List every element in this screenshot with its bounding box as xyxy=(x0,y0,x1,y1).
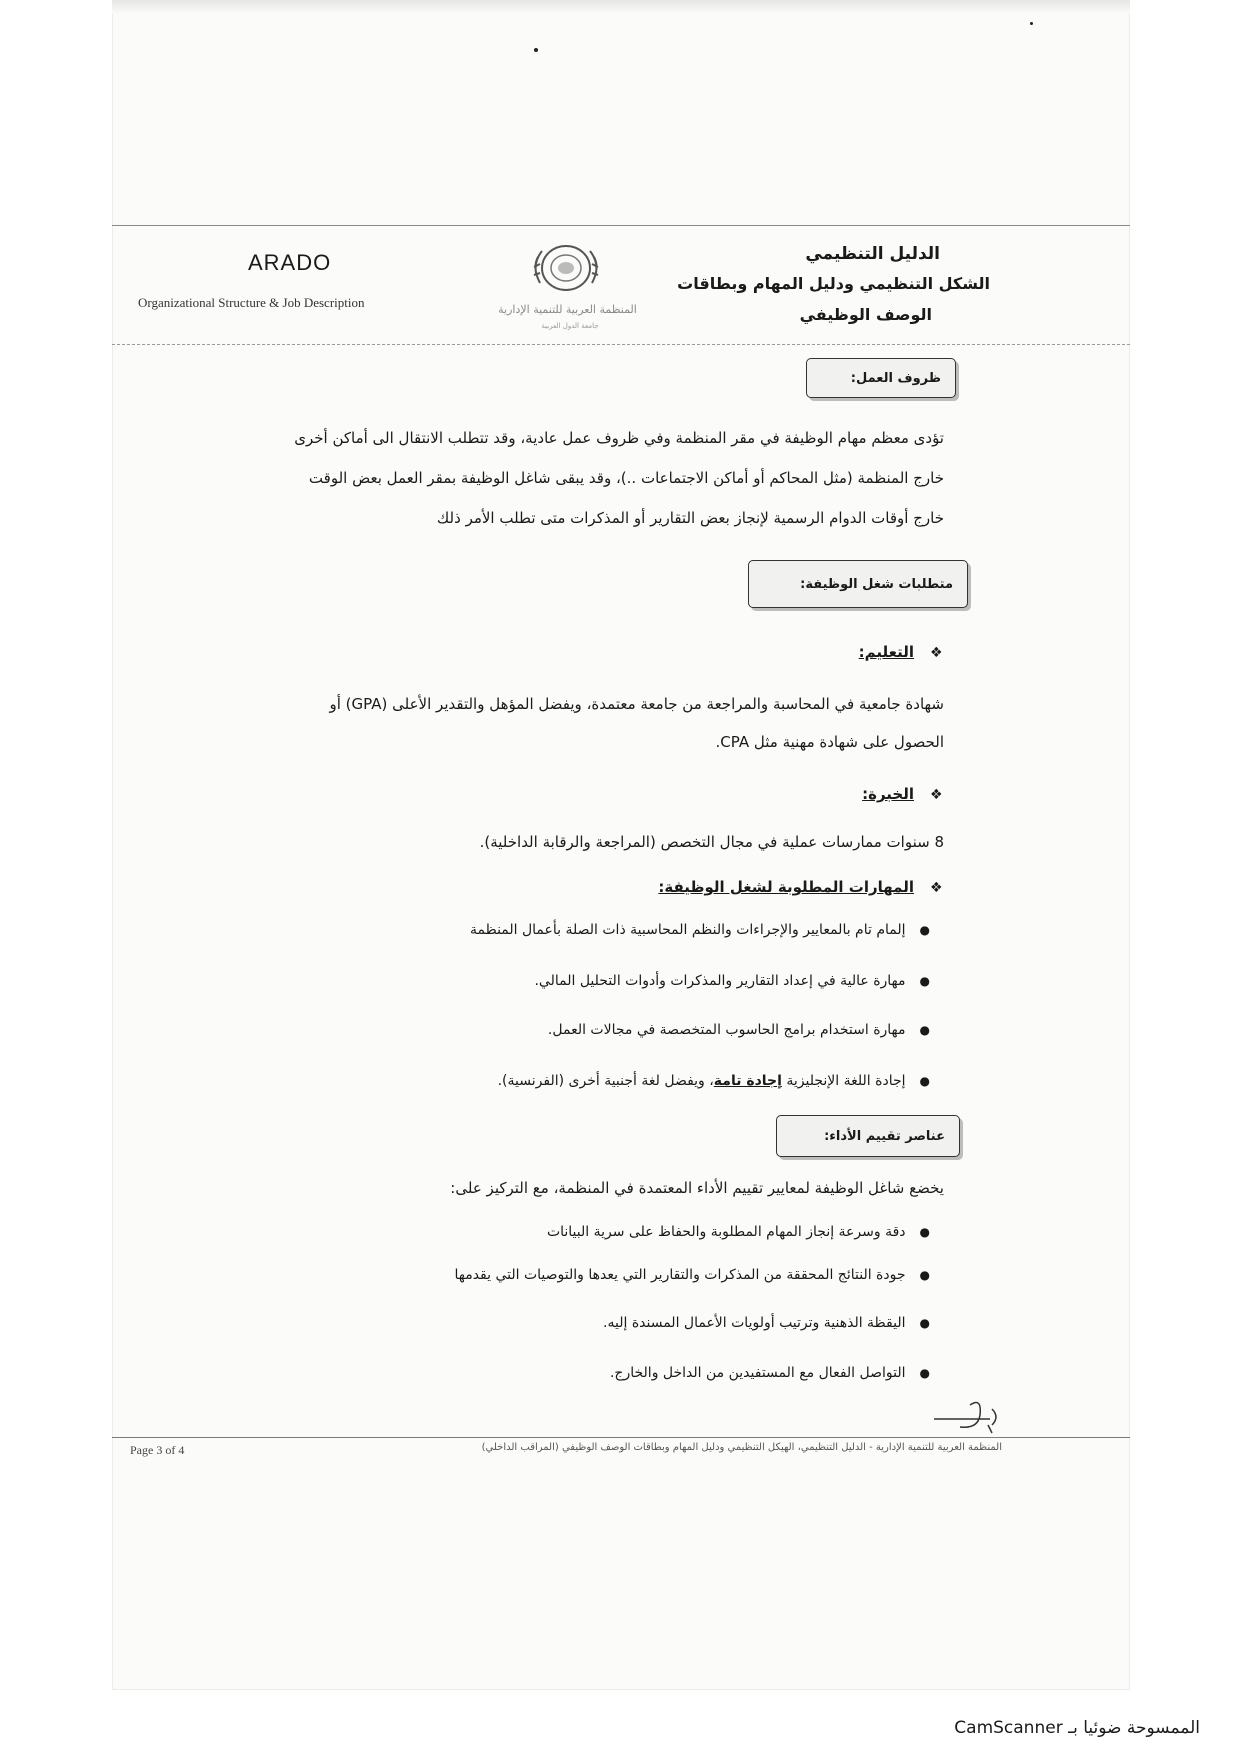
bullet-dot-icon: ● xyxy=(919,1366,930,1380)
bullet-dot-icon: ● xyxy=(919,1023,930,1037)
manual-subtitle-line1: الشكل التنظيمي ودليل المهام وبطاقات xyxy=(677,274,990,293)
header-top-rule xyxy=(112,225,1130,226)
skill-text: إلمام تام بالمعايير والإجراءات والنظم المحاسبية ذات الصلة بأعمال المنظمة xyxy=(469,922,906,938)
footer-text: المنظمة العربية للتنمية الإدارية - الدليل التنظيمي، الهيكل التنظيمي ودليل المهام وبطاقات الوصف الوظيفي (المراقب الداخلي) xyxy=(481,1442,1002,1453)
bullet-dot-icon: ● xyxy=(919,1268,930,1282)
bullet-dot-icon: ● xyxy=(919,923,930,937)
language-prefix: إجادة اللغة الإنجليزية xyxy=(781,1073,906,1089)
requirements-heading: متطلبات شغل الوظيفة: xyxy=(748,560,968,608)
evaluation-item xyxy=(603,1315,930,1331)
diamond-bullet-icon: ❖ xyxy=(930,880,943,896)
language-emphasis: إجادة تامة xyxy=(713,1073,782,1089)
bullet-dot-icon: ● xyxy=(919,974,930,988)
seal-subcaption: جامعة الدول العربية xyxy=(541,322,599,330)
manual-title: الدليل التنظيمي xyxy=(805,244,940,264)
skill-text xyxy=(498,1073,906,1089)
education-line: شهادة جامعية في المحاسبة والمراجعة من جامعة معتمدة، ويفضل المؤهل والتقدير الأعلى (GPA) أو xyxy=(329,695,944,713)
experience-label: الخبرة: xyxy=(862,785,914,803)
scan-edge-shade xyxy=(112,0,1130,14)
skill-text: مهارة عالية في إعداد التقارير والمذكرات وأدوات التحليل المالي. xyxy=(534,973,906,989)
bullet-dot-icon: ● xyxy=(919,1225,930,1239)
education-text xyxy=(184,685,944,761)
page-number: Page 3 of 4 xyxy=(130,1443,185,1457)
evaluation-text: جودة النتائج المحققة من المذكرات والتقارير التي يعدها والتوصيات التي يقدمها xyxy=(454,1267,906,1283)
work-conditions-text xyxy=(184,418,944,538)
organization-seal-icon xyxy=(528,237,604,299)
experience-text: 8 سنوات ممارسات عملية في مجال التخصص (المراجعة والرقابة الداخلية). xyxy=(479,833,944,851)
header-bottom-rule xyxy=(112,344,1130,345)
bullet-dot-icon: ● xyxy=(919,1074,930,1088)
language-suffix: ، ويفضل لغة أجنبية أخرى (الفرنسية). xyxy=(497,1073,714,1089)
skill-text: مهارة استخدام برامج الحاسوب المتخصصة في مجالات العمل. xyxy=(547,1022,906,1038)
camscanner-watermark: الممسوحة ضوئيا بـ CamScanner xyxy=(954,1718,1200,1738)
seal-caption: المنظمة العربية للتنمية الإدارية xyxy=(498,303,637,316)
evaluation-text: دقة وسرعة إنجاز المهام المطلوبة والحفاظ على سرية البيانات xyxy=(546,1224,906,1240)
scan-speck xyxy=(1030,22,1033,25)
diamond-bullet-icon: ❖ xyxy=(930,787,943,803)
skill-item xyxy=(534,973,930,989)
evaluation-intro: يخضع شاغل الوظيفة لمعايير تقييم الأداء المعتمدة في المنظمة، مع التركيز على: xyxy=(450,1179,944,1197)
skills-label: المهارات المطلوبة لشغل الوظيفة: xyxy=(658,878,914,896)
evaluation-item xyxy=(547,1224,930,1240)
evaluation-text: اليقظة الذهنية وترتيب أولويات الأعمال المسندة إليه. xyxy=(603,1315,906,1331)
evaluation-item xyxy=(454,1267,930,1283)
scan-speck xyxy=(534,48,538,52)
diamond-bullet-icon: ❖ xyxy=(930,645,943,661)
footer-rule xyxy=(112,1437,1130,1438)
evaluation-text: التواصل الفعال مع المستفيدين من الداخل والخارج. xyxy=(609,1365,906,1381)
handwritten-initials-icon xyxy=(930,1395,1030,1435)
skill-item xyxy=(470,922,930,938)
evaluation-heading: عناصر تقييم الأداء: xyxy=(776,1115,960,1157)
manual-subtitle-line2: الوصف الوظيفي xyxy=(799,305,932,324)
skill-item xyxy=(498,1073,930,1089)
skill-item xyxy=(548,1022,930,1038)
bullet-dot-icon: ● xyxy=(919,1316,930,1330)
work-conditions-heading: ظروف العمل: xyxy=(806,358,956,398)
work-conditions-line: تؤدى معظم مهام الوظيفة في مقر المنظمة وفي ظروف عمل عادية، وقد تتطلب الانتقال الى أماكن أخرى xyxy=(294,429,944,447)
work-conditions-line: خارج أوقات الدوام الرسمية لإنجاز بعض التقارير أو المذكرات متى تطلب الأمر ذلك xyxy=(436,509,944,527)
org-subtitle: Organizational Structure & Job Description xyxy=(138,295,365,310)
education-line: الحصول على شهادة مهنية مثل CPA. xyxy=(715,733,944,751)
evaluation-item xyxy=(610,1365,930,1381)
work-conditions-line: خارج المنظمة (مثل المحاكم أو أماكن الاجتماعات ..)، وقد يبقى شاغل الوظيفة بمقر العمل بعض الوقت xyxy=(308,469,944,487)
education-label: التعليم: xyxy=(858,643,914,661)
org-short-name: ARADO xyxy=(248,250,332,275)
